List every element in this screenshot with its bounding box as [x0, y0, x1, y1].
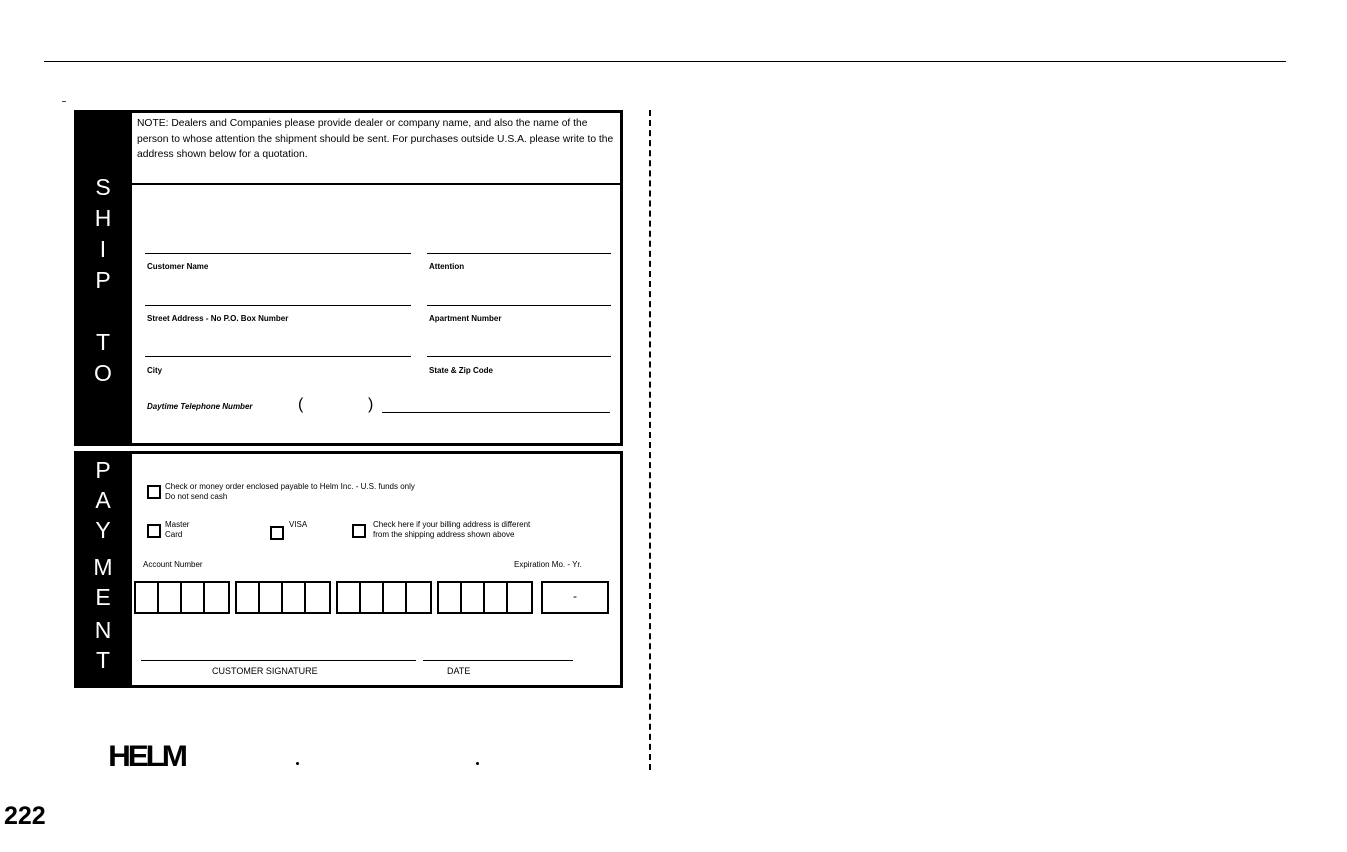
side-letter: O: [94, 360, 112, 386]
state-zip-field[interactable]: [427, 356, 611, 357]
phone-paren-open: (: [298, 396, 304, 413]
account-number-group-3[interactable]: [336, 581, 432, 614]
payment-form: [132, 454, 620, 685]
billing-address-label: Check here if your billing address is different: [373, 520, 531, 529]
billing-address-label-line2: from the shipping address shown above: [373, 530, 515, 539]
account-digit-box[interactable]: [508, 583, 531, 612]
side-letter: P: [95, 457, 111, 483]
state-zip-label: State & Zip Code: [429, 366, 494, 375]
check-money-order-checkbox[interactable]: [147, 485, 161, 499]
customer-signature-field[interactable]: [141, 660, 416, 661]
account-digit-box[interactable]: [306, 583, 329, 612]
street-address-field[interactable]: [145, 305, 411, 306]
billing-address-checkbox[interactable]: [352, 524, 366, 538]
expiration-field[interactable]: [541, 581, 609, 614]
account-digit-box[interactable]: [462, 583, 485, 612]
date-label: DATE: [447, 666, 471, 676]
apartment-number-label: Apartment Number: [429, 314, 502, 323]
ship-to-side-title: [74, 110, 132, 446]
mastercard-label-line2: Card: [165, 530, 183, 539]
date-field[interactable]: [423, 660, 573, 661]
payment-section: [74, 451, 623, 688]
side-letter: H: [94, 205, 112, 231]
side-letter: T: [95, 647, 111, 673]
cut-line: [649, 110, 651, 770]
attention-field[interactable]: [427, 253, 611, 254]
account-digit-box[interactable]: [283, 583, 306, 612]
side-letter: S: [95, 174, 111, 200]
account-digit-box[interactable]: [439, 583, 462, 612]
account-digit-box[interactable]: [485, 583, 508, 612]
customer-name-field[interactable]: [145, 253, 411, 254]
street-address-label: Street Address - No P.O. Box Number: [147, 314, 289, 323]
side-letter: P: [95, 267, 111, 293]
mastercard-label: Master: [165, 520, 190, 529]
side-letter: N: [94, 617, 112, 643]
account-digit-box[interactable]: [237, 583, 260, 612]
account-digit-box[interactable]: [361, 583, 384, 612]
side-letter: A: [95, 487, 111, 513]
account-number-group-1[interactable]: [134, 581, 230, 614]
top-rule: [44, 61, 1286, 62]
customer-signature-label: CUSTOMER SIGNATURE: [212, 666, 318, 676]
payment-side-title: [74, 451, 132, 688]
visa-label: VISA: [289, 520, 308, 529]
note-divider: [132, 183, 620, 185]
no-cash-note: Do not send cash: [165, 492, 228, 501]
account-number-group-2[interactable]: [235, 581, 331, 614]
account-number-group-4[interactable]: [437, 581, 533, 614]
account-digit-box[interactable]: [205, 583, 228, 612]
ship-to-section: [74, 110, 623, 446]
expiration-label: Expiration Mo. - Yr.: [514, 560, 582, 569]
margin-tick: [62, 101, 66, 102]
expiration-dash: -: [573, 589, 577, 603]
visa-checkbox[interactable]: [270, 526, 284, 540]
check-money-order-label: Check or money order enclosed payable to Helm Inc. - U.S. funds only: [165, 482, 415, 491]
daytime-phone-label: Daytime Telephone Number: [147, 402, 253, 411]
city-label: City: [147, 366, 163, 375]
ship-to-form: [132, 113, 620, 443]
page-number: 222: [4, 802, 46, 830]
side-letter: Y: [95, 517, 111, 543]
account-digit-box[interactable]: [384, 583, 407, 612]
attention-label: Attention: [429, 262, 465, 271]
customer-name-label: Customer Name: [147, 262, 209, 271]
side-letter: T: [95, 329, 111, 355]
account-digit-box[interactable]: [260, 583, 283, 612]
account-digit-box[interactable]: [159, 583, 182, 612]
city-field[interactable]: [145, 356, 411, 357]
account-digit-box[interactable]: [182, 583, 205, 612]
apartment-number-field[interactable]: [427, 305, 611, 306]
daytime-phone-field[interactable]: [382, 412, 610, 413]
mastercard-checkbox[interactable]: [147, 524, 161, 538]
account-digit-box[interactable]: [136, 583, 159, 612]
side-letter: M: [93, 554, 113, 580]
account-digit-box[interactable]: [338, 583, 361, 612]
address-dot: [476, 762, 479, 765]
helm-logo: HELM: [108, 740, 185, 773]
side-letter: I: [99, 236, 107, 262]
side-letter: E: [95, 584, 111, 610]
shipping-note: NOTE: Dealers and Companies please provide dealer or company name, and also the name of the person to whose attention the shipment should be sent. For purchases outside U.S.A. please write to the address shown below for a quotation.: [137, 118, 614, 160]
phone-paren-close: ): [368, 396, 374, 413]
account-number-label: Account Number: [143, 560, 203, 569]
address-dot: [296, 762, 299, 765]
account-digit-box[interactable]: [407, 583, 430, 612]
